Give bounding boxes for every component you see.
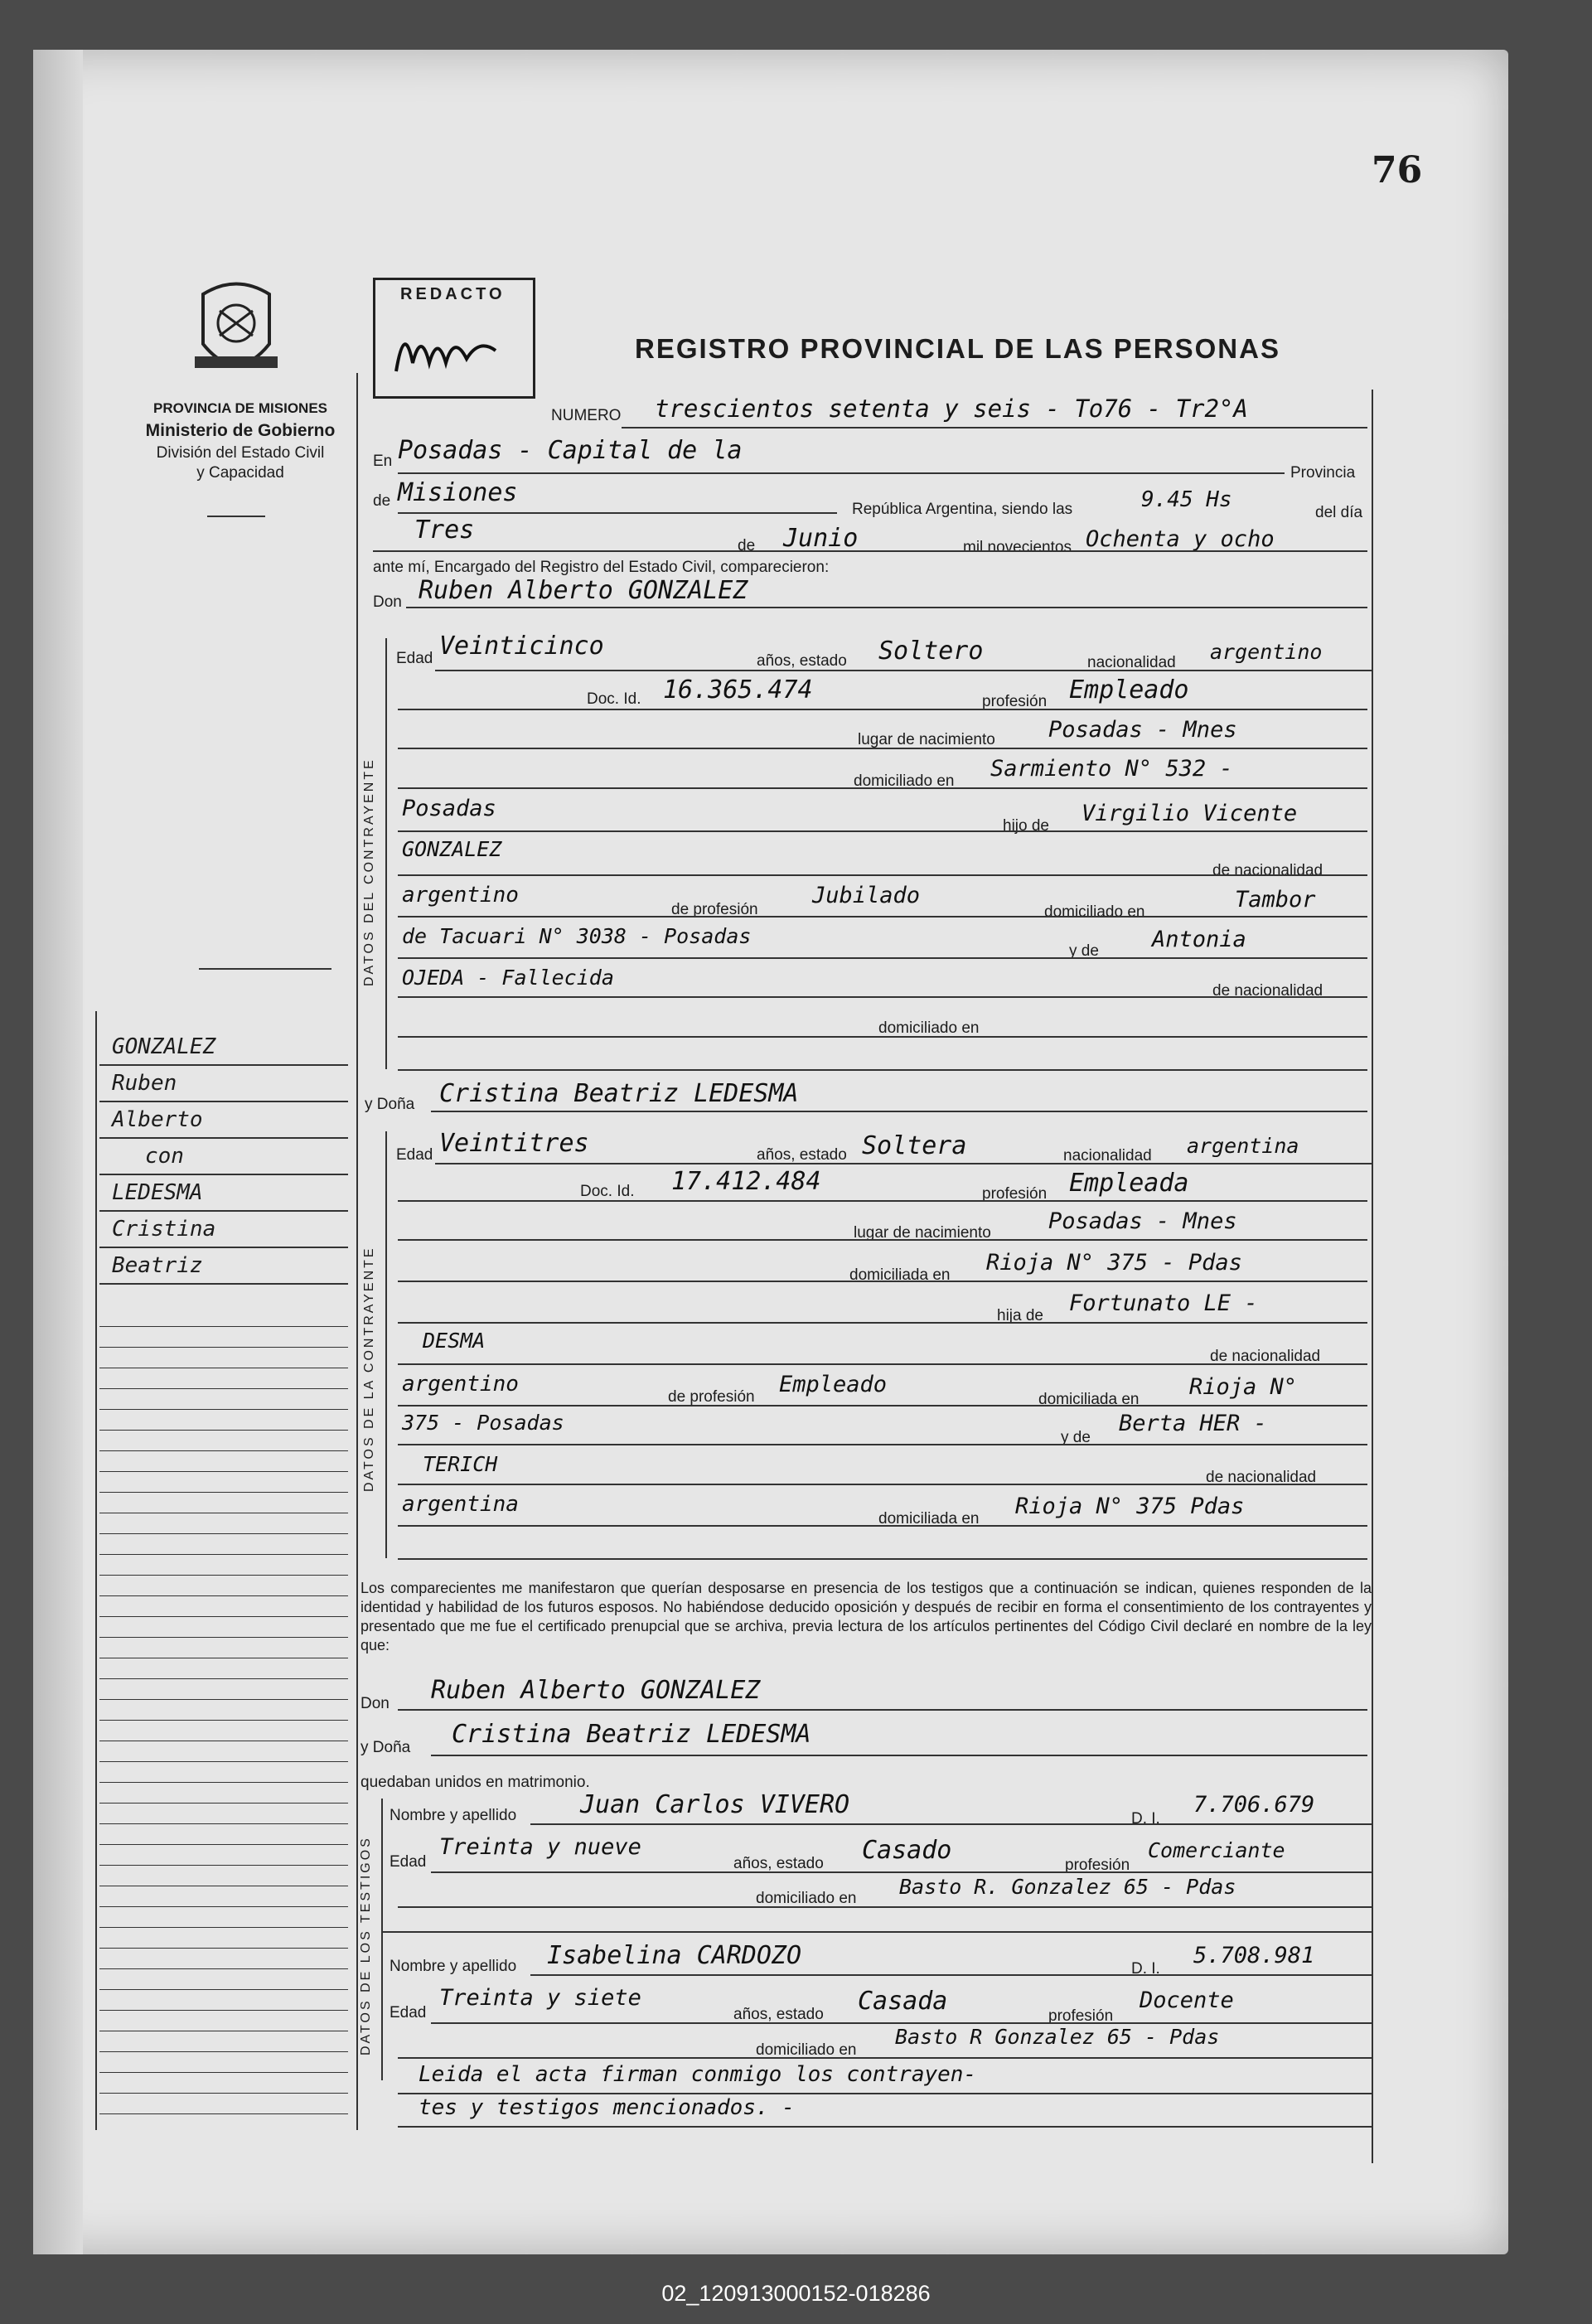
- margin-rule: [99, 1989, 348, 1990]
- mil-novecientos-label: mil novecientos: [963, 539, 1072, 556]
- province-label: PROVINCIA DE MISIONES: [152, 400, 327, 416]
- margin-rule: [99, 1803, 348, 1804]
- rule: [398, 1906, 1372, 1908]
- f-lugar-label: lugar de nacimiento: [854, 1224, 991, 1242]
- m-y-de-label: y de: [1069, 942, 1099, 960]
- t2-edad-value: Treinta y siete: [439, 1985, 641, 2011]
- rule: [398, 1200, 1367, 1202]
- mes-value: Junio: [783, 524, 859, 553]
- m-padre-dom2-value: de Tacuari N° 3038 - Posadas: [402, 924, 752, 948]
- margin-rule: [99, 2093, 348, 2094]
- margin-name-0: GONZALEZ: [112, 1034, 216, 1059]
- rule: [398, 1444, 1367, 1445]
- rule: [398, 830, 1367, 832]
- f-padre-prof-label: de profesión: [668, 1388, 755, 1406]
- t1-prof-value: Comerciante: [1148, 1838, 1285, 1862]
- f-y-de-label: y de: [1061, 1429, 1091, 1446]
- province-value: Misiones: [398, 478, 518, 507]
- rule: [435, 1163, 1372, 1164]
- rule: [431, 1755, 1367, 1756]
- margin-rule: [99, 2010, 348, 2011]
- margin-rule: [99, 1823, 348, 1824]
- rule: [398, 1484, 1367, 1485]
- rule: [398, 1239, 1367, 1241]
- ministry-label: Ministerio de Gobierno: [145, 421, 336, 440]
- bride-section-border: [385, 1131, 387, 1558]
- margin-rule: [99, 1637, 348, 1638]
- en-label: En: [373, 453, 393, 470]
- f-madre-dom-label: domiciliada en: [878, 1510, 980, 1528]
- closing-line-1: Leida el acta firman conmigo los contrayen-: [419, 2062, 977, 2087]
- bride-name: Cristina Beatriz LEDESMA: [439, 1079, 799, 1108]
- provincia-label: Provincia: [1290, 464, 1356, 482]
- m-edad-label: Edad: [396, 650, 433, 667]
- f-padre-nac-value: argentino: [402, 1372, 519, 1397]
- f-nac-value: argentina: [1187, 1134, 1299, 1158]
- m-madre-nac-label: de nacionalidad: [1212, 982, 1323, 1000]
- rule: [398, 1281, 1367, 1282]
- rule: [398, 2093, 1372, 2094]
- rule: [398, 1069, 1367, 1071]
- rule: [398, 1525, 1367, 1527]
- m-lugar-label: lugar de nacimiento: [858, 731, 995, 748]
- t2-di-value: 5.708.981: [1193, 1943, 1315, 1968]
- m-prof-value: Empleado: [1069, 675, 1189, 704]
- margin-rule: [99, 1492, 348, 1493]
- t1-di-value: 7.706.679: [1193, 1792, 1315, 1818]
- m-anos-estado-label: años, estado: [757, 652, 847, 670]
- m-padre2-value: GONZALEZ: [402, 837, 502, 861]
- del-dia-label: del día: [1315, 504, 1363, 521]
- side-label-bride: DATOS DE LA CONTRAYENTE: [362, 1246, 376, 1492]
- margin-name-6: Beatriz: [112, 1253, 203, 1278]
- f-padre-dom-value: Rioja N°: [1189, 1374, 1298, 1400]
- rule: [398, 512, 837, 514]
- f-lugar-value: Posadas - Mnes: [1048, 1208, 1237, 1234]
- t2-edad-label: Edad: [390, 2004, 427, 2021]
- margin-name-rule: [99, 1210, 348, 1212]
- m-madre2-value: OJEDA - Fallecida: [402, 966, 614, 990]
- m-padre-prof-value: Jubilado: [812, 883, 921, 908]
- f-padre2-value: DESMA: [423, 1329, 486, 1353]
- rule: [398, 2126, 1372, 2128]
- margin-name-rule: [99, 1137, 348, 1139]
- divider: [207, 516, 265, 517]
- margin-rule: [99, 2113, 348, 2114]
- rule: [530, 1823, 1372, 1825]
- rule: [398, 748, 1367, 749]
- dia-value: Tres: [414, 516, 475, 545]
- decl-dona-value: Cristina Beatriz LEDESMA: [452, 1720, 811, 1749]
- t1-dom-label: domiciliado en: [756, 1890, 857, 1907]
- signature-icon: [388, 313, 520, 392]
- f-madre-nac-label: de nacionalidad: [1206, 1469, 1317, 1486]
- margin-rule: [99, 1471, 348, 1472]
- groom-name: Ruben Alberto GONZALEZ: [419, 576, 748, 605]
- margin-rule: [99, 1450, 348, 1451]
- t1-anos-estado-label: años, estado: [733, 1855, 824, 1872]
- f-doc-label: Doc. Id.: [580, 1183, 635, 1200]
- margin-rule: [99, 1575, 348, 1576]
- t1-edad-value: Treinta y nueve: [439, 1834, 641, 1860]
- margin-strike: [199, 968, 331, 970]
- decl-don-label: Don: [360, 1695, 390, 1712]
- rule: [398, 957, 1367, 959]
- margin-rule: [99, 1699, 348, 1700]
- m-padre-dom-value: Tambor: [1235, 887, 1316, 913]
- closing-line-2: tes y testigos mencionados. -: [419, 2095, 795, 2120]
- m-padre-nac-label: de nacionalidad: [1212, 862, 1323, 879]
- t2-estado-value: Casada: [858, 1987, 948, 2016]
- f-madre-value: Berta HER -: [1119, 1411, 1267, 1436]
- f-prof-label: profesión: [982, 1185, 1048, 1203]
- rule: [431, 2022, 1372, 2024]
- margin-name-rule: [99, 1247, 348, 1248]
- rule: [398, 1363, 1367, 1365]
- f-edad-value: Veintitres: [439, 1129, 589, 1158]
- margin-rule: [99, 1430, 348, 1431]
- dona-label: y Doña: [365, 1096, 415, 1113]
- m-madre-dom-label: domiciliado en: [878, 1019, 980, 1037]
- margin-rule: [99, 2072, 348, 2073]
- margin-name-5: Cristina: [112, 1217, 216, 1242]
- rule: [435, 670, 1372, 671]
- hora-value: 9.45 Hs: [1141, 487, 1232, 512]
- side-label-groom: DATOS DEL CONTRAYENTE: [362, 758, 376, 986]
- t2-prof-label: profesión: [1048, 2007, 1114, 2025]
- t1-edad-label: Edad: [390, 1853, 427, 1871]
- f-madre2-value: TERICH: [423, 1452, 498, 1476]
- t2-dom-value: Basto R Gonzalez 65 - Pdas: [895, 2025, 1220, 2049]
- margin-rule: [99, 1782, 348, 1783]
- side-label-witnesses: DATOS DE LOS TESTIGOS: [359, 1836, 373, 2055]
- margin-name-rule: [99, 1064, 348, 1066]
- rule: [431, 1111, 1367, 1112]
- capacity-label: y Capacidad: [196, 464, 284, 482]
- numero-value: trescientos setenta y seis - To76 - Tr2°A: [655, 395, 1248, 423]
- margin-name-2: Alberto: [112, 1107, 203, 1132]
- rule: [398, 1405, 1367, 1407]
- de-label: de: [373, 492, 391, 510]
- m-edad-value: Veinticinco: [439, 632, 604, 661]
- margin-name-rule: [99, 1174, 348, 1175]
- declaration-paragraph: Los comparecientes me manifestaron que querían desposarse en presencia de los testigos que a continuación se indican, quienes responden de la identidad y habilidad de los futuros esposos. No habiéndose deducido oposición y después de recibir en forma el consentimiento de los contrayentes y presentado que me fue el certificado prenupcial que se archiva, previa lectura de los artículos pertinentes del Código Civil declaré en nombre de la ley que:: [360, 1580, 1372, 1653]
- rule: [398, 472, 1285, 474]
- anio-value: Ochenta y ocho: [1086, 526, 1275, 552]
- m-doc-value: 16.365.474: [663, 675, 813, 704]
- rule: [398, 1036, 1367, 1038]
- rule: [398, 874, 1367, 876]
- margin-rule: [99, 1948, 348, 1949]
- margin-rule: [99, 1968, 348, 1969]
- decl-don-value: Ruben Alberto GONZALEZ: [431, 1676, 761, 1705]
- f-dom-value: Rioja N° 375 - Pdas: [986, 1250, 1242, 1276]
- form-left-border: [356, 373, 358, 2130]
- margin-name-rule: [99, 1101, 348, 1102]
- f-padre-dom-label: domiciliada en: [1038, 1391, 1140, 1408]
- margin-rule: [99, 1326, 348, 1327]
- rule: [398, 1322, 1367, 1324]
- m-dom-value: Sarmiento N° 532 -: [990, 756, 1233, 782]
- margin-rule: [99, 1927, 348, 1928]
- margin-name-4: LEDESMA: [112, 1180, 203, 1205]
- rule: [373, 550, 1367, 552]
- form-right-border: [1372, 390, 1373, 2163]
- f-padre-nac-label: de nacionalidad: [1210, 1348, 1321, 1365]
- redacto-stamp: [373, 278, 535, 399]
- en-value: Posadas - Capital de la: [398, 436, 743, 465]
- t2-anos-estado-label: años, estado: [733, 2006, 824, 2023]
- t1-di-label: D. I.: [1131, 1810, 1160, 1828]
- m-nac-value: argentino: [1210, 640, 1323, 664]
- m-dom2-value: Posadas: [402, 796, 496, 821]
- margin-rule: [99, 1533, 348, 1534]
- margin-left-border: [95, 1011, 97, 2130]
- m-estado-value: Soltero: [878, 637, 984, 666]
- m-prof-label: profesión: [982, 693, 1048, 710]
- f-madre-nac-value: argentina: [402, 1492, 519, 1517]
- margin-rule: [99, 2051, 348, 2052]
- t1-nombre-label: Nombre y apellido: [390, 1807, 517, 1824]
- f-doc-value: 17.412.484: [671, 1167, 821, 1196]
- t1-dom-value: Basto R. Gonzalez 65 - Pdas: [899, 1875, 1236, 1899]
- f-estado-value: Soltera: [862, 1131, 967, 1160]
- f-dom-label: domiciliada en: [849, 1266, 951, 1284]
- rule: [398, 996, 1367, 998]
- margin-rule: [99, 1906, 348, 1907]
- footer-filename: 02_120913000152-018286: [661, 2281, 931, 2306]
- m-doc-label: Doc. Id.: [587, 690, 641, 708]
- rule: [398, 916, 1367, 917]
- f-padre-value: Fortunato LE -: [1069, 1290, 1258, 1316]
- de-mes-label: de: [738, 537, 756, 554]
- f-prof-value: Empleada: [1069, 1169, 1189, 1198]
- book-binding: [33, 50, 83, 2254]
- margin-rule: [99, 1595, 348, 1596]
- witness-section-border: [381, 1799, 383, 2080]
- decl-dona-label: y Doña: [360, 1739, 411, 1756]
- rule: [398, 787, 1367, 789]
- f-padre-dom2-value: 375 - Posadas: [402, 1411, 564, 1435]
- margin-name-rule: [99, 1283, 348, 1285]
- ante-mi-text: ante mí, Encargado del Registro del Estado Civil, comparecieron:: [373, 559, 830, 576]
- m-hijo-label: hijo de: [1003, 817, 1049, 835]
- don-label: Don: [373, 593, 402, 611]
- rule: [622, 427, 1367, 428]
- f-padre-prof-value: Empleado: [779, 1372, 888, 1397]
- margin-rule: [99, 1554, 348, 1555]
- t2-dom-label: domiciliado en: [756, 2041, 857, 2059]
- m-padre-prof-label: de profesión: [671, 901, 758, 918]
- margin-rule: [99, 1761, 348, 1762]
- margin-rule: [99, 1865, 348, 1866]
- t1-estado-value: Casado: [862, 1836, 952, 1865]
- margin-rule: [99, 1388, 348, 1389]
- margin-rule: [99, 1844, 348, 1845]
- rule: [398, 1558, 1367, 1560]
- numero-label: NUMERO: [551, 407, 622, 424]
- t2-prof-value: Docente: [1140, 1988, 1234, 2013]
- t1-nombre-value: Juan Carlos VIVERO: [580, 1790, 850, 1819]
- f-hija-label: hija de: [997, 1307, 1043, 1324]
- t2-nombre-label: Nombre y apellido: [390, 1958, 517, 1975]
- page-title: REGISTRO PROVINCIAL DE LAS PERSONAS: [635, 333, 1280, 364]
- margin-rule: [99, 1347, 348, 1348]
- t1-prof-label: profesión: [1065, 1857, 1130, 1874]
- rule: [398, 2057, 1372, 2059]
- f-madre-dom-value: Rioja N° 375 Pdas: [1015, 1494, 1245, 1519]
- rule: [406, 607, 1367, 608]
- rule: [381, 1931, 1372, 1933]
- division-label: División del Estado Civil: [156, 444, 325, 462]
- margin-rule: [99, 1720, 348, 1721]
- m-madre-value: Antonia: [1152, 927, 1246, 952]
- m-dom-label: domiciliado en: [854, 772, 955, 790]
- margin-rule: [99, 1409, 348, 1410]
- margin-name-1: Ruben: [112, 1071, 177, 1096]
- rule: [398, 709, 1367, 710]
- m-padre-nac-value: argentino: [402, 883, 519, 908]
- m-padre-value: Virgilio Vicente: [1081, 801, 1298, 826]
- m-padre-dom-label: domiciliado en: [1044, 903, 1145, 921]
- margin-name-3: con: [145, 1144, 184, 1169]
- rule: [431, 1871, 1372, 1873]
- stamp-label: REDACTO: [400, 285, 506, 303]
- margin-rule: [99, 1678, 348, 1679]
- t2-nombre-value: Isabelina CARDOZO: [547, 1941, 802, 1970]
- quedaban-text: quedaban unidos en matrimonio.: [360, 1774, 590, 1791]
- m-lugar-value: Posadas - Mnes: [1048, 717, 1237, 743]
- m-nac-label: nacionalidad: [1087, 654, 1176, 671]
- f-nac-label: nacionalidad: [1063, 1147, 1152, 1164]
- rule: [398, 1709, 1367, 1711]
- t2-di-label: D. I.: [1131, 1960, 1160, 1978]
- f-edad-label: Edad: [396, 1146, 433, 1164]
- page-number: 76: [1372, 149, 1423, 191]
- margin-rule: [99, 1616, 348, 1617]
- rule: [530, 1974, 1372, 1976]
- republica-label: República Argentina, siendo las: [852, 501, 1073, 518]
- f-anos-estado-label: años, estado: [757, 1146, 847, 1164]
- coat-of-arms-icon: [186, 278, 286, 390]
- groom-section-border: [385, 638, 387, 1069]
